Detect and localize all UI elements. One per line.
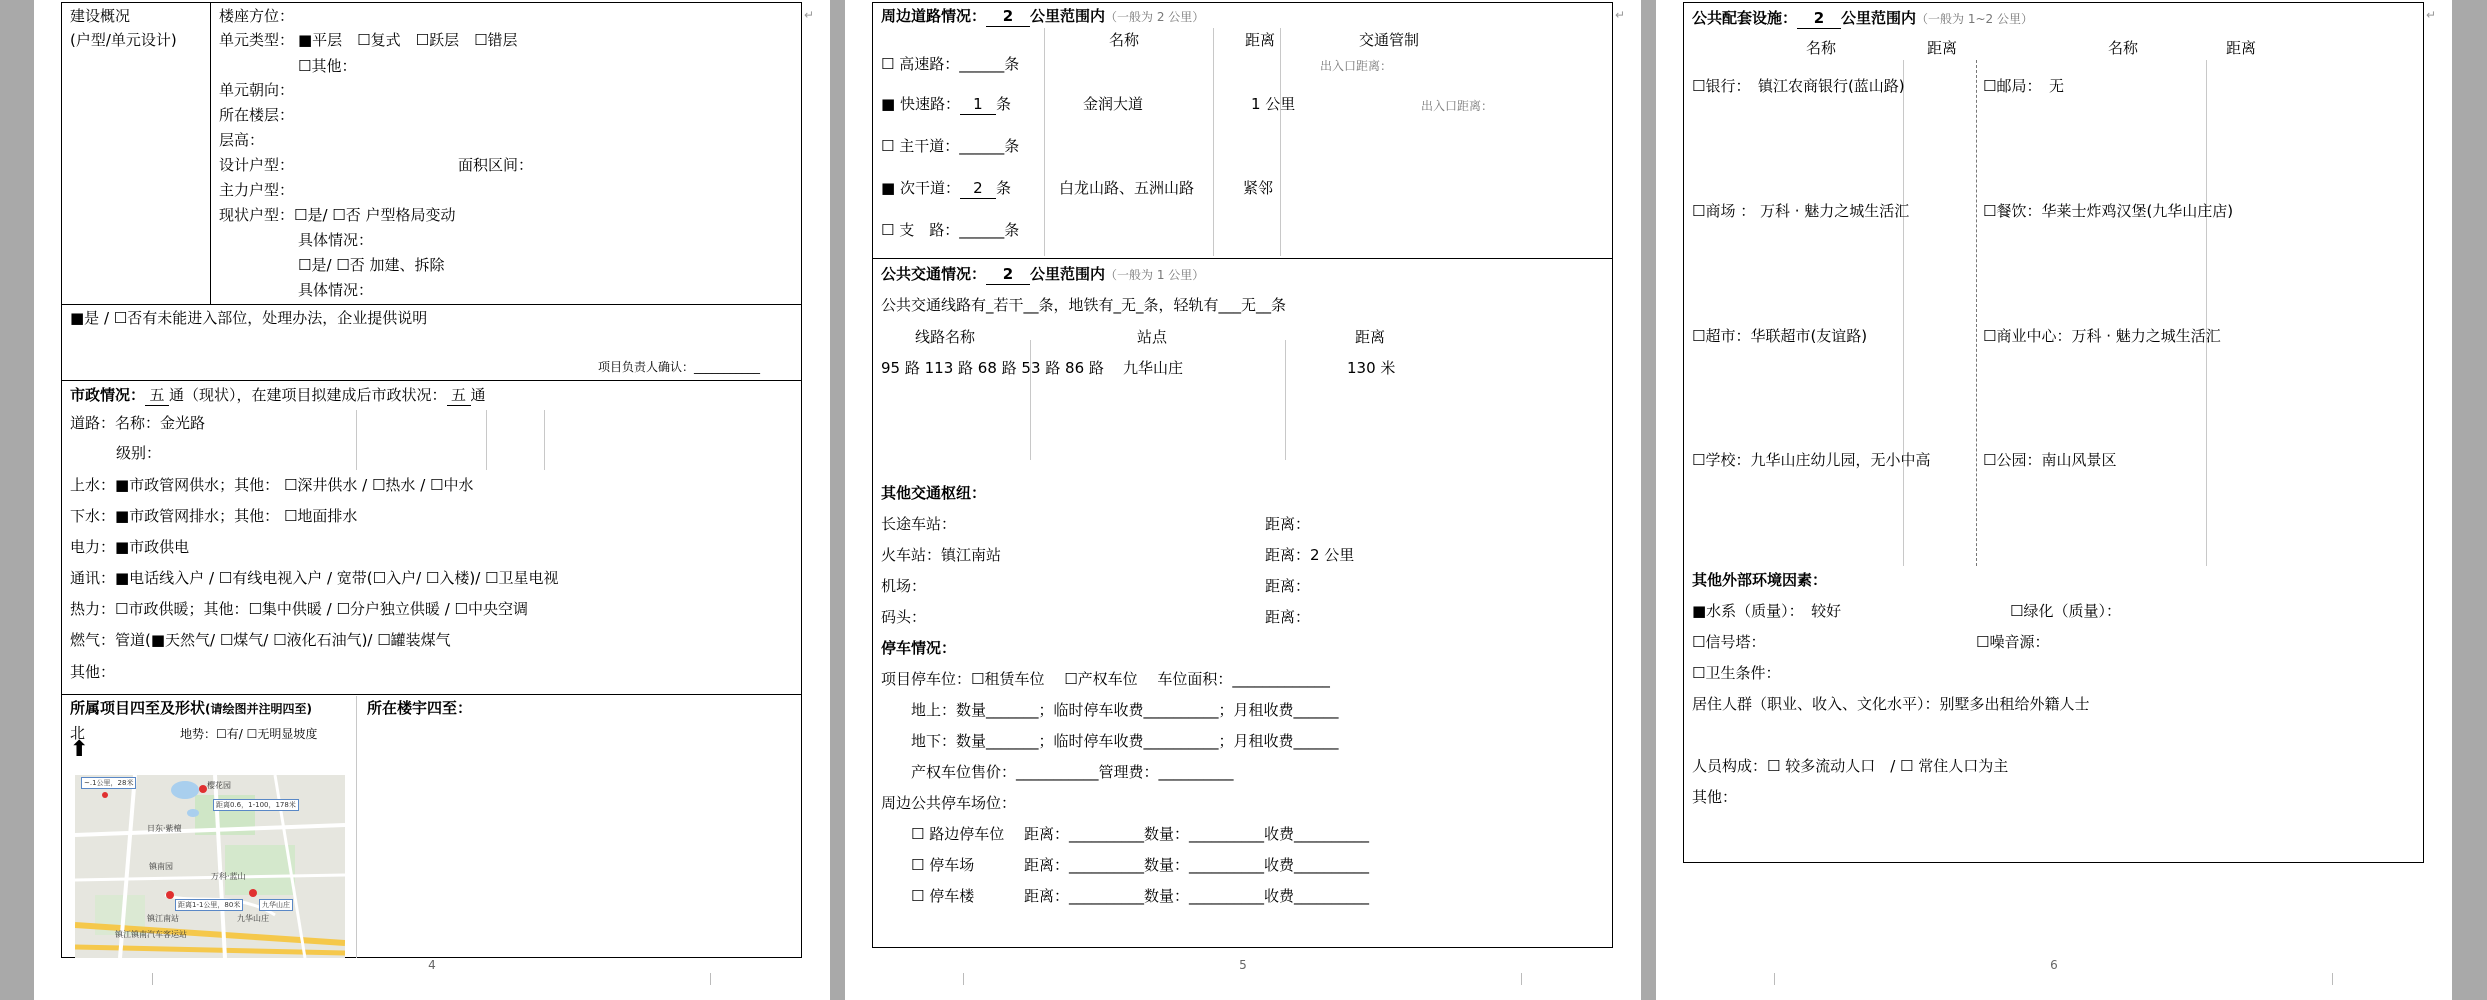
transit-km: 2 [986,264,1030,285]
roads-scope: 公里范围内 [1030,7,1106,25]
north-label: 北 [70,724,86,742]
divider [544,410,545,470]
secondary-name: 白龙山路、五洲山路 [1059,179,1195,197]
footer-mark [152,973,153,985]
access-check[interactable]: ■是 / ☐否有未能进入部位，处理办法，企业提供说明 [70,309,428,327]
municipal-other: 其他： [70,663,116,681]
map-label: 九华山庄 [237,914,269,923]
north-arrow-icon: ⬆ [70,737,89,762]
bus-stop: 九华山庄 [1123,359,1184,377]
transit-title: 公共交通情况： [881,265,987,283]
entry-distance-2: 出入口距离： [1421,99,1494,113]
secondary-row[interactable] [881,178,1011,199]
park[interactable]: ☐公园：南山风景区 [1983,451,2117,469]
transit-title-line [881,264,1204,285]
map-label: 距离1-1公里，80米 [175,899,243,911]
map-label: 日东·紫檀 [147,824,182,833]
paragraph-mark: ↵ [804,8,815,22]
four-boundary-note: (请绘图并注明四至) [205,702,312,716]
orientation-field: 单元朝向： [219,81,295,99]
document-page-6 [1656,0,2452,1000]
detail-field-1: 具体情况： [298,231,374,249]
above-ground-parking: 地上：数量_______；临时停车收费__________；月租收费______ [911,701,1339,719]
municipal-text-2: 通 [470,386,486,404]
secondary-count: 2 [960,178,996,199]
divider [486,410,487,470]
road-name: 道路：名称：金光路 [70,414,206,432]
transit-scope: 公里范围内 [1030,265,1106,283]
divider [210,2,211,304]
water-system[interactable]: ■水系（质量）： 较好 [1692,602,1842,620]
municipal-planned: 五 [447,385,471,406]
highway-row[interactable]: ☐ 高速路：______条 [881,55,1020,73]
public-parking-title: 周边公共停车场位： [881,794,1017,812]
col-distance: 距离 [1927,39,1958,57]
facilities-hint: （一般为 1~2 公里） [1916,12,2033,26]
roads-title: 周边道路情况： [881,7,987,25]
direction-field: 楼座方位： [219,7,295,25]
divider [1976,60,1977,566]
divider [61,380,802,381]
bus-distance: 130 米 [1347,359,1396,377]
business-center[interactable]: ☐商业中心：万科 · 魅力之城生活汇 [1983,327,2221,345]
divider [1285,340,1286,460]
divider [61,304,802,305]
owned-space-price: 产权车位售价：___________管理费：__________ [911,763,1234,781]
page-number: 6 [2050,958,2058,972]
municipal-title: 市政情况： [70,386,146,404]
train-station: 火车站：镇江南站 [881,546,1002,564]
footer-mark [1774,973,1775,985]
parking-lot[interactable]: ☐ 停车场 距离：__________数量：__________收费__________ [911,856,1369,874]
col-name-2: 名称 [2108,39,2139,57]
four-boundary-label: 所属项目四至及形状 [70,699,206,717]
divider [2206,60,2207,566]
coach-station: 长途车站： [881,515,957,533]
signal-tower[interactable]: ☐信号塔： [1692,633,1766,651]
composition[interactable]: 人员构成：☐ 较多流动人口 / ☐ 常住人口为主 [1692,757,2009,775]
current-type-field[interactable]: 现状户型：☐是/ ☐否 户型格局变动 [219,206,456,224]
port-distance: 距离： [1265,608,1311,626]
col-stop: 站点 [1137,328,1168,346]
col-distance-2: 距离 [1355,328,1386,346]
divider [1213,28,1214,256]
street-parking[interactable]: ☐ 路边停车位 距离：__________数量：__________收费__________ [911,825,1369,843]
building-boundary-title: 所在楼宇四至： [367,699,473,717]
expressway-distance: 1 公里 [1251,95,1296,113]
map-label: 镇江镇南汽车客运站 [115,930,187,939]
bank[interactable]: ☐银行： 镇江农商银行(蓝山路) [1692,77,1905,95]
add-demolish-field[interactable]: ☐是/ ☐否 加建、拆除 [298,256,445,274]
map-label: 距离0.6，1-100，178米 [213,799,299,811]
area-range-field: 面积区间： [458,156,534,174]
page6-table-frame [1683,2,2424,863]
restaurant[interactable]: ☐餐饮：华莱士炸鸡汉堡(九华山庄店) [1983,202,2234,220]
divider [61,694,802,695]
detail-field-2: 具体情况： [298,281,374,299]
secondary-distance: 紧邻 [1243,179,1274,197]
divider [1280,28,1281,256]
main-type-field: 主力户型： [219,181,295,199]
municipal-line [70,385,486,406]
school[interactable]: ☐学校：九华山庄幼儿园，无小中高 [1692,451,1931,469]
roads-km: 2 [986,6,1030,27]
bus-lines: 95 路 113 路 68 路 53 路 86 路 [881,359,1104,377]
col-name: 名称 [1109,31,1140,49]
secondary-label: ■ 次干道： [881,179,960,197]
facilities-km: 2 [1797,8,1841,29]
residents: 居住人群（职业、收入、文化水平）：别墅多出租给外籍人士 [1692,695,2090,713]
height-field: 层高： [219,131,265,149]
page-number: 4 [428,958,436,972]
map-label: 九华山庄 [259,899,293,911]
footer-mark [963,973,964,985]
col-line: 线路名称 [915,328,976,346]
col-control: 交通管制 [1359,31,1420,49]
expressway-label: ■ 快速路： [881,95,960,113]
parking-building[interactable]: ☐ 停车楼 距离：__________数量：__________收费__________ [911,887,1369,905]
expressway-name: 金润大道 [1083,95,1144,113]
divider [1044,28,1045,256]
four-boundary-title [70,698,312,719]
terrain[interactable]: 地势：☐有/ ☐无明显坡度 [180,727,318,741]
divider [356,696,357,958]
divider [872,258,1613,259]
page-number: 5 [1239,958,1247,972]
col-distance-2: 距离 [2226,39,2257,57]
underground-parking: 地下：数量_______；临时停车收费__________；月租收费______ [911,732,1339,750]
footer-mark [1521,973,1522,985]
airport: 机场： [881,577,927,595]
drainage[interactable]: 下水：■市政管网排水；其他： ☐地面排水 [70,507,358,525]
branch-row[interactable]: ☐ 支 路：______条 [881,221,1020,239]
build-overview-label: 建设概况 [70,7,131,25]
entry-distance: 出入口距离： [1320,59,1393,73]
parking-title: 停车情况： [881,639,957,657]
telecom[interactable]: 通讯：■电话线入户 / ☐有线电视入户 / 宽带(☐入户/ ☐入楼)/ ☐卫星电视 [70,569,559,587]
road-level: 级别： [116,444,162,462]
expressway-count: 1 [960,94,996,115]
document-page-5 [845,0,1641,1000]
hub-title: 其他交通枢纽： [881,484,987,502]
coach-distance: 距离： [1265,515,1311,533]
divider [356,410,357,470]
map-label: 镇江南站 [147,914,179,923]
secondary-unit: 条 [995,179,1011,197]
hygiene[interactable]: ☐卫生条件： [1692,664,1781,682]
municipal-text: 通（现状），在建项目拟建成后市政状况： [169,386,447,404]
roads-title-line [881,6,1204,27]
arterial-row[interactable]: ☐ 主干道：______条 [881,137,1020,155]
map-label: 万科·蓝山 [211,872,246,881]
manager-confirm: 项目负责人确认：___________ [598,360,761,374]
project-parking[interactable]: 项目停车位：☐租赁车位 ☐产权车位 车位面积：_____________ [881,670,1330,688]
unit-type-options[interactable]: ■平层 ☐复式 ☐跃层 ☐错层 [298,31,518,49]
expressway-unit: 条 [995,95,1011,113]
footer-mark [710,973,711,985]
map-label: 镇南园 [149,862,173,871]
build-overview-sub: (户型/单元设计) [70,31,177,49]
paragraph-mark: ↵ [2426,8,2437,22]
heating[interactable]: 热力：☐市政供暖；其他：☐集中供暖 / ☐分户独立供暖 / ☐中央空调 [70,600,528,618]
power[interactable]: 电力：■市政供电 [70,538,190,556]
gas[interactable]: 燃气：管道(■天然气/ ☐煤气/ ☐液化石油气)/ ☐罐装煤气 [70,631,451,649]
expressway-row[interactable] [881,94,1011,115]
airport-distance: 距离： [1265,577,1311,595]
document-page-4 [34,0,830,1000]
environment-other: 其他： [1692,788,1738,806]
col-distance: 距离 [1245,31,1276,49]
divider [1903,60,1904,566]
supermarket[interactable]: ☐超市：华联超市(友谊路) [1692,327,1868,345]
design-type-field: 设计户型： [219,156,295,174]
port: 码头： [881,608,927,626]
paragraph-mark: ↵ [1615,8,1626,22]
noise-source[interactable]: ☐噪音源： [1976,633,2050,651]
post-office[interactable]: ☐邮局： 无 [1983,77,2064,95]
water-supply[interactable]: 上水：■市政管网供水；其他： ☐深井供水 / ☐热水 / ☐中水 [70,476,474,494]
transit-summary: 公共交通线路有_若干__条，地铁有_无_条，轻轨有___无__条 [881,296,1287,314]
floor-field: 所在楼层： [219,106,295,124]
facilities-title: 公共配套设施： [1692,9,1798,27]
facilities-scope: 公里范围内 [1841,9,1917,27]
transit-hint: （一般为 1 公里） [1105,268,1205,282]
municipal-current: 五 [145,385,169,406]
train-distance: 距离：2 公里 [1265,546,1355,564]
footer-mark [2332,973,2333,985]
environment-title: 其他外部环境因素： [1692,571,1828,589]
facilities-title-line [1692,8,2033,29]
location-map [75,775,345,958]
mall[interactable]: ☐商场 ： 万科 · 魅力之城生活汇 [1692,202,1910,220]
map-label: ~.1公里，28米 [81,777,136,789]
greenery[interactable]: ☐绿化（质量）： [2010,602,2121,620]
col-name: 名称 [1806,39,1837,57]
unit-type-label: 单元类型： [219,31,295,49]
map-label: 樱花园 [207,781,231,790]
unit-type-other[interactable]: ☐其他： [298,57,357,75]
roads-hint: （一般为 2 公里） [1105,10,1205,24]
